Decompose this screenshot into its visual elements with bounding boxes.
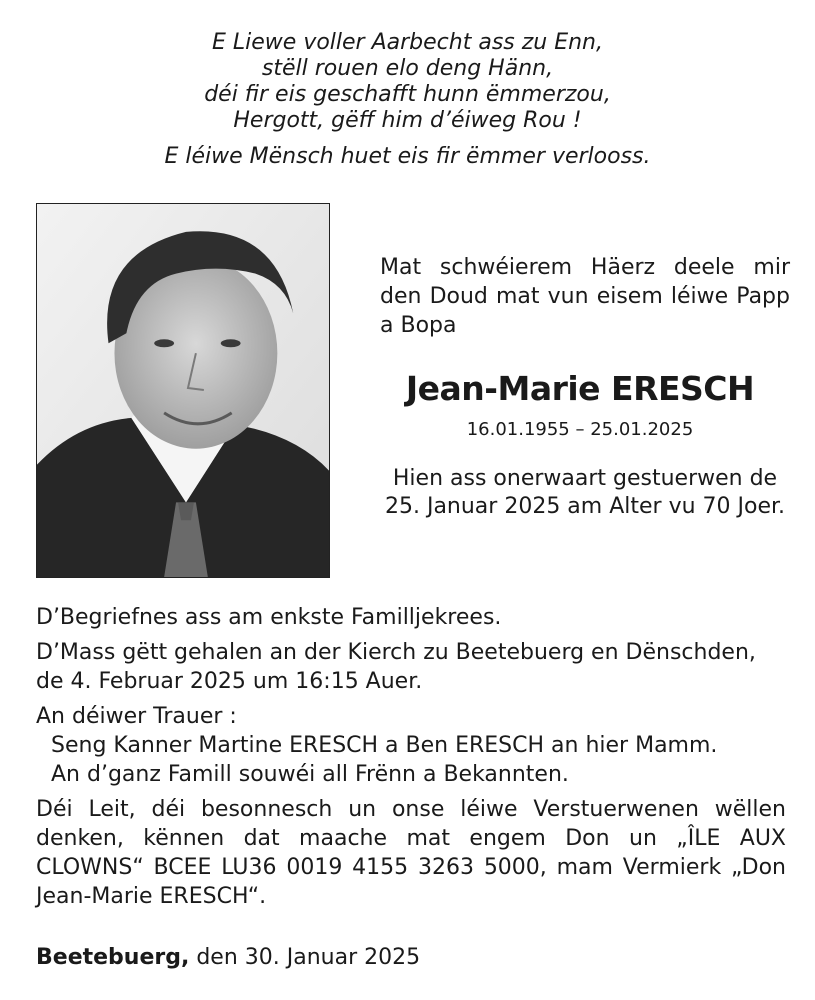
life-dates: 16.01.1955 – 25.01.2025 [466, 419, 694, 440]
intro-text: Mat schwéierem Häerz deele mir den Doud mat vun eisem léiwe Papp a Bopa [380, 255, 790, 338]
death-line: 25. Januar 2025 am Alter vu 70 Joer. [384, 494, 786, 519]
burial-text: D’Begriefnes ass am enkste Familljekrees. [36, 605, 502, 630]
poem-line: E Liewe voller Aarbecht ass zu Enn, [212, 30, 603, 55]
signature-place: Beetebuerg, [36, 945, 190, 970]
mass-line: D’Mass gëtt gehalen an der Kierch zu Beetebuerg en Dënschden, [36, 640, 756, 665]
mourners-line: Seng Kanner Martine ERESCH a Ben ERESCH an hier Mamm. [51, 733, 718, 758]
portrait-image [37, 204, 329, 577]
signature-date: den 30. Januar 2025 [189, 945, 421, 970]
poem [0, 30, 815, 170]
poem-line: Hergott, gëff him d’éiweg Rou ! [233, 108, 582, 133]
mass-line: de 4. Februar 2025 um 16:15 Auer. [36, 669, 423, 694]
poem-line: stëll rouen elo deng Hänn, [261, 56, 554, 81]
poem-line: déi fir eis geschafft hunn ëmmerzou, [204, 82, 611, 107]
donation-text: Déi Leit, déi besonnesch un onse léiwe Verstuerwenen wëllen denken, kënnen dat maache mat engem Don un „ÎLE AUX CLOWNS“ BCEE LU36 0019 4155 3263 5000, mam Vermierk „Don Jean-Marie ERESCH“. [36, 797, 786, 909]
deceased-name: Jean-Marie ERESCH [405, 369, 755, 408]
signature-line [36, 943, 420, 972]
portrait-photo [36, 203, 330, 578]
mass-text [36, 638, 786, 696]
mourners-line: An d’ganz Famill souwéi all Frënn a Bekannten. [51, 762, 569, 787]
mourning-heading: An déiwer Trauer : [36, 704, 237, 729]
notice-body [36, 603, 786, 911]
poem-tail: E léiwe Mënsch huet eis fir ëmmer verlooss. [164, 144, 651, 169]
death-line: Hien ass onerwaart gestuerwen de [392, 466, 778, 491]
death-statement [380, 465, 790, 521]
